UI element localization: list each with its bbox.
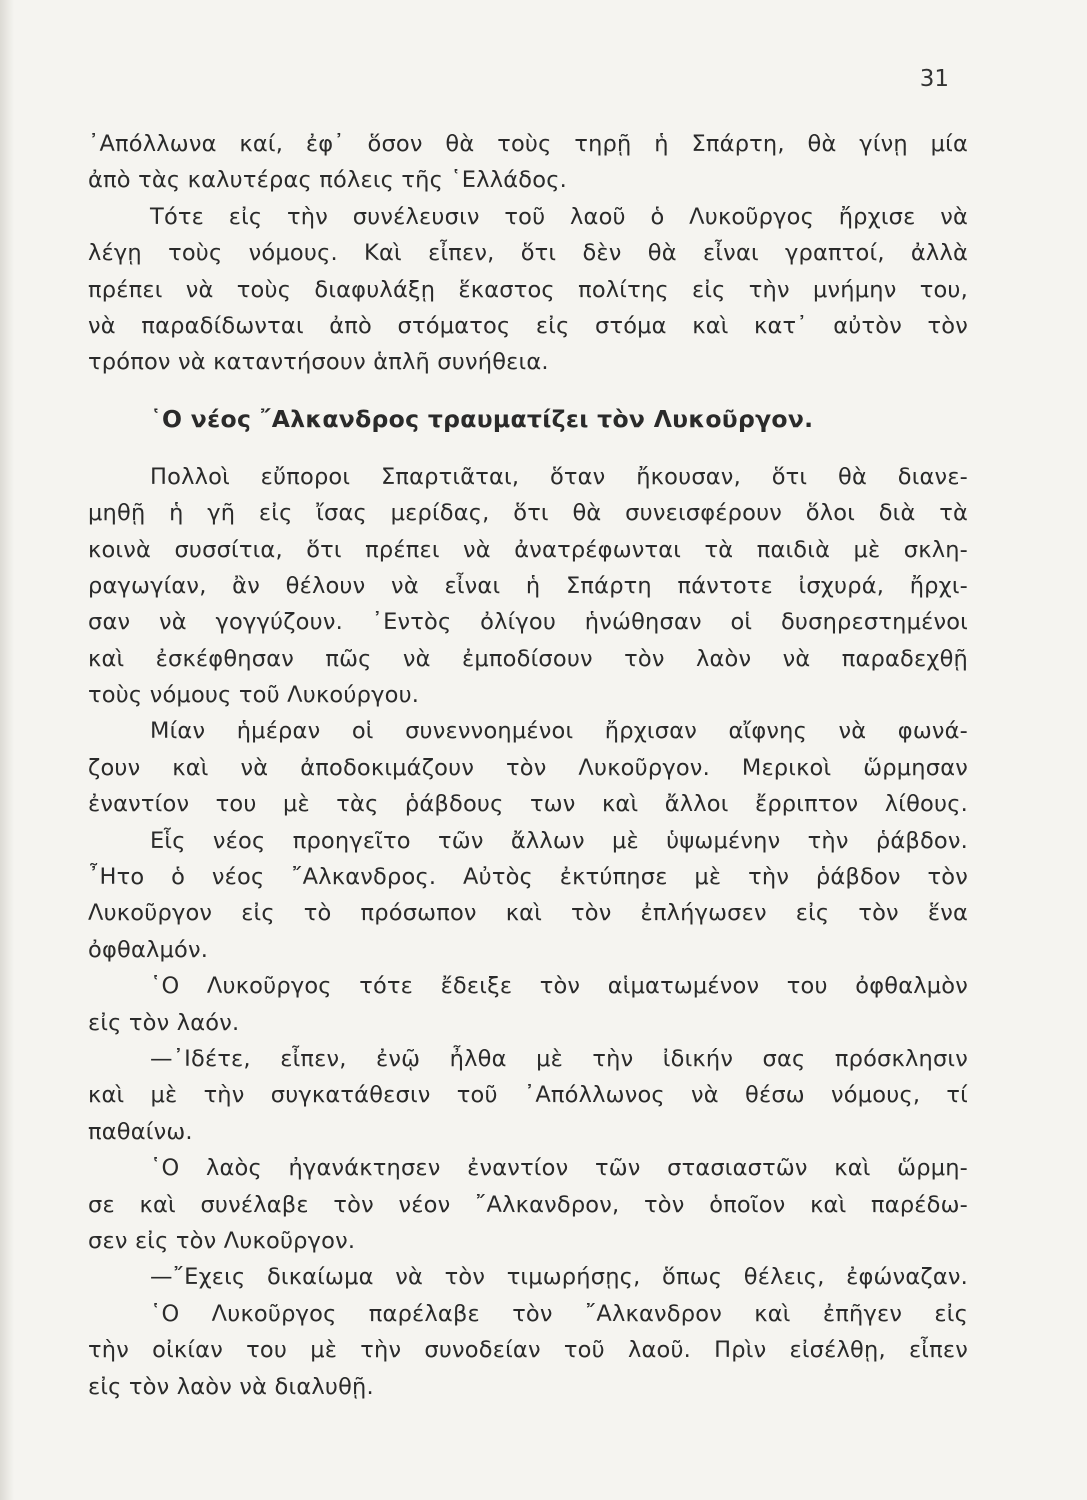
text-line: σε καὶ συνέλαβε τὸν νέον ῎Αλκανδρον, τὸν ὁποῖον καὶ παρέδω- xyxy=(88,1191,968,1218)
text-line: ραγωγίαν, ἂν θέλουν νὰ εἶναι ἡ Σπάρτη πάντοτε ἰσχυρά, ἤρχι- xyxy=(88,572,968,599)
text-line: καὶ μὲ τὴν συγκατάθεσιν τοῦ ᾿Απόλλωνος νὰ θέσω νόμους, τί xyxy=(88,1082,968,1109)
text-line: τὴν οἰκίαν του μὲ τὴν συνοδείαν τοῦ λαοῦ. Πρὶν εἰσέλθῃ, εἶπεν xyxy=(88,1337,968,1364)
text-line: Λυκοῦργον εἰς τὸ πρόσωπον καὶ τὸν ἐπλήγωσεν εἰς τὸν ἕνα xyxy=(88,900,968,927)
text-line: τοὺς νόμους τοῦ Λυκούργου. xyxy=(88,682,420,709)
text-line: εἰς τὸν λαόν. xyxy=(88,1009,240,1036)
page-number: 31 xyxy=(919,66,949,92)
section-heading: ῾Ο νέος ῎Αλκανδρος τραυματίζει τὸν Λυκοῦργον. xyxy=(150,404,814,433)
text-line: τρόπον νὰ καταντήσουν ἁπλῆ συνήθεια. xyxy=(88,349,549,376)
text-line: Τότε εἰς τὴν συνέλευσιν τοῦ λαοῦ ὁ Λυκοῦργος ἤρχισε νὰ xyxy=(150,203,968,230)
text-line: ῾Ο λαὸς ἠγανάκτησεν ἐναντίον τῶν στασιαστῶν καὶ ὥρμη- xyxy=(150,1155,968,1182)
text-line: —᾿Ιδέτε, εἶπεν, ἐνῷ ἦλθα μὲ τὴν ἰδικήν σας πρόσκλησιν xyxy=(150,1045,968,1072)
text-line: ὀφθαλμόν. xyxy=(88,936,209,963)
text-line: λέγῃ τοὺς νόμους. Καὶ εἶπεν, ὅτι δὲν θὰ εἶναι γραπτοί, ἀλλὰ xyxy=(88,240,968,267)
text-line: σεν εἰς τὸν Λυκοῦργον. xyxy=(88,1227,356,1254)
body-text xyxy=(88,126,968,1405)
page-binding-shadow xyxy=(0,0,14,1500)
text-line: ζουν καὶ νὰ ἀποδοκιμάζουν τὸν Λυκοῦργον. Μερικοὶ ὥρμησαν xyxy=(88,754,968,781)
text-line: ῏Ητο ὁ νέος ῎Αλκανδρος. Αὐτὸς ἐκτύπησε μὲ τὴν ῥάβδον τὸν xyxy=(88,864,968,891)
text-line: ἀπὸ τὰς καλυτέρας πόλεις τῆς ῾Ελλάδος. xyxy=(88,167,567,194)
text-line: ἐναντίον του μὲ τὰς ῥάβδους των καὶ ἄλλοι ἔρριπτον λίθους. xyxy=(88,791,968,818)
text-line: κοινὰ συσσίτια, ὅτι πρέπει νὰ ἀνατρέφωνται τὰ παιδιὰ μὲ σκλη- xyxy=(88,536,968,563)
text-line: ᾿Απόλλωνα καί, ἐφ᾿ ὅσον θὰ τοὺς τηρῇ ἡ Σπάρτη, θὰ γίνῃ μία xyxy=(88,131,968,157)
text-line: πρέπει νὰ τοὺς διαφυλάξῃ ἕκαστος πολίτης εἰς τὴν μνήμην του, xyxy=(88,276,968,303)
text-line: νὰ παραδίδωνται ἀπὸ στόματος εἰς στόμα καὶ κατ᾿ αὐτὸν τὸν xyxy=(88,312,968,339)
text-line: παθαίνω. xyxy=(88,1118,193,1145)
text-line: Μίαν ἡμέραν οἱ συνεννοημένοι ἤρχισαν αἴφνης νὰ φωνά- xyxy=(150,718,968,745)
text-line: ῾Ο Λυκοῦργος τότε ἔδειξε τὸν αἱματωμένον του ὀφθαλμὸν xyxy=(150,973,968,1000)
text-line: μηθῇ ἡ γῆ εἰς ἴσας μερίδας, ὅτι θὰ συνεισφέρουν ὅλοι διὰ τὰ xyxy=(88,500,968,527)
text-line: καὶ ἐσκέφθησαν πῶς νὰ ἐμποδίσουν τὸν λαὸν νὰ παραδεχθῇ xyxy=(88,645,968,672)
text-line: εἰς τὸν λαὸν νὰ διαλυθῇ. xyxy=(88,1373,374,1400)
text-line: Πολλοὶ εὔποροι Σπαρτιᾶται, ὅταν ἤκουσαν, ὅτι θὰ διανε- xyxy=(150,463,968,490)
text-line: ῾Ο Λυκοῦργος παρέλαβε τὸν ῎Αλκανδρον καὶ ἐπῆγεν εἰς xyxy=(150,1300,968,1327)
text-line: Εἷς νέος προηγεῖτο τῶν ἄλλων μὲ ὑψωμένην τὴν ῥάβδον. xyxy=(150,827,968,854)
text-line: σαν νὰ γογγύζουν. ᾿Εντὸς ὀλίγου ἡνώθησαν οἱ δυσηρεστημένοι xyxy=(88,609,968,636)
text-line: —῎Εχεις δικαίωμα νὰ τὸν τιμωρήσῃς, ὅπως θέλεις, ἐφώναζαν. xyxy=(150,1264,968,1291)
